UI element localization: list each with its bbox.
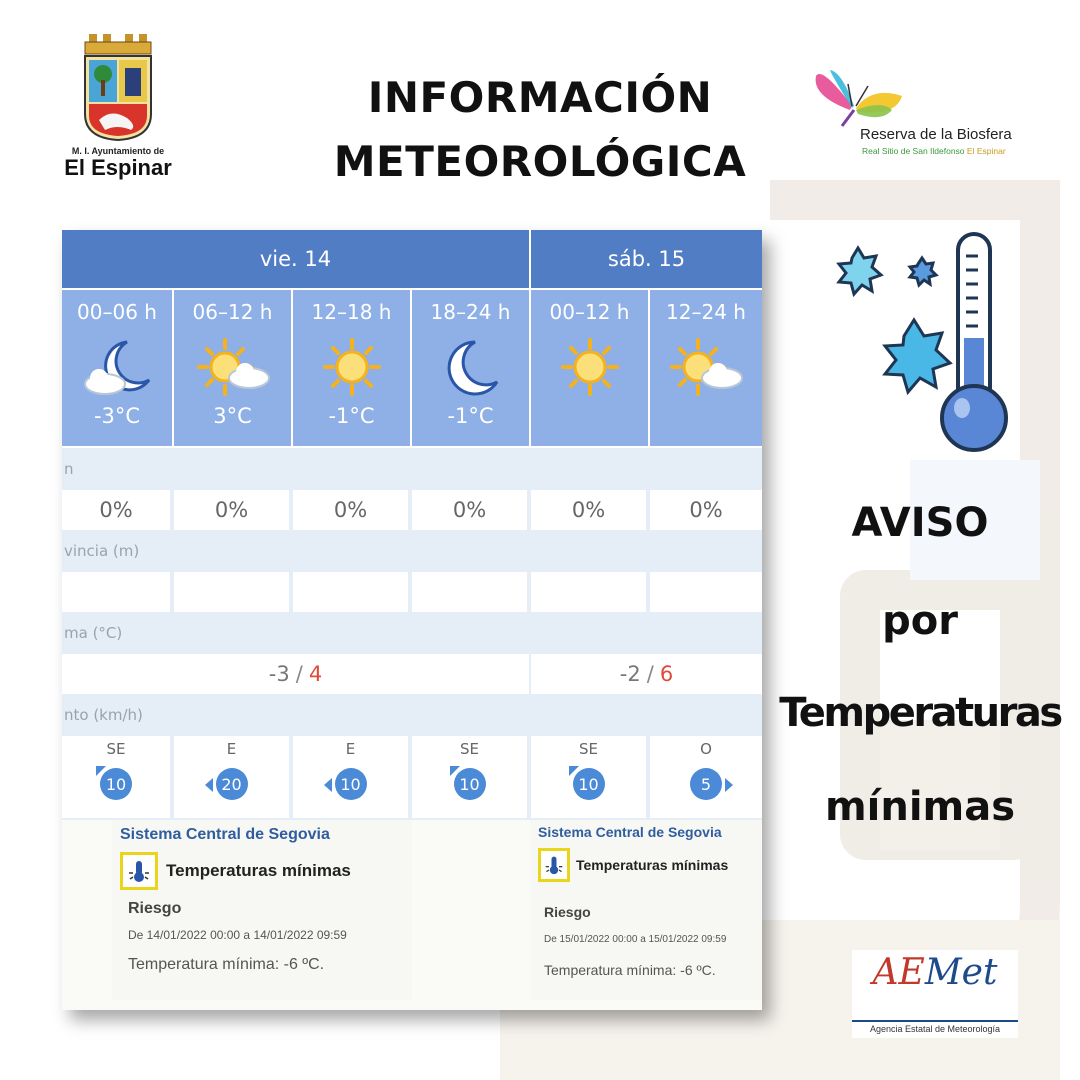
minmax-label: ma (°C) xyxy=(62,612,762,654)
forecast-card xyxy=(62,230,762,1010)
wind-badge xyxy=(200,764,264,804)
wind-badge xyxy=(319,764,383,804)
period-label: 18–24 h xyxy=(430,300,511,324)
warning-detail: Temperatura mínima: -6 ºC. xyxy=(544,962,716,978)
period-label: 00–12 h xyxy=(549,300,630,324)
title-line-2: METEOROLÓGICA xyxy=(333,137,747,186)
max-temp: 6 xyxy=(659,662,674,686)
period-temp: -1°C xyxy=(328,404,375,428)
wind-badge xyxy=(557,764,621,804)
thermometer-snowflake-icon xyxy=(808,228,1018,458)
notice-line-2: por xyxy=(882,598,958,644)
sun-cloud-icon xyxy=(174,332,291,402)
sun-cloud-icon xyxy=(650,332,762,402)
warning-level: Riesgo xyxy=(544,904,591,920)
wind-badge xyxy=(84,764,148,804)
wind-badge xyxy=(438,764,502,804)
day-header-vie: vie. 14 xyxy=(62,230,529,288)
wind-cell xyxy=(174,736,289,818)
wind-cell xyxy=(293,736,408,818)
municipality-label: M. I. Ayuntamiento de xyxy=(71,146,165,156)
warning-detail: Temperatura mínima: -6 ºC. xyxy=(128,956,325,973)
biosphere-name: Reserva de la Biosfera xyxy=(860,126,1012,143)
period-label: 12–18 h xyxy=(311,300,392,324)
warnings-area xyxy=(62,820,762,1010)
minmax-sab xyxy=(531,654,762,694)
precip-cell: 0% xyxy=(531,490,646,530)
notice-line-1: AVISO xyxy=(851,500,989,546)
wind-speed: 10 xyxy=(454,768,486,800)
period-column xyxy=(650,290,762,446)
wind-speed: 10 xyxy=(335,768,367,800)
aemet-subtitle: Agencia Estatal de Meteorología xyxy=(852,1020,1018,1034)
warning-date: De 14/01/2022 00:00 a 14/01/2022 09:59 xyxy=(128,928,347,942)
snow-cell xyxy=(412,572,527,612)
precip-cell: 0% xyxy=(650,490,762,530)
moon-icon xyxy=(412,332,529,402)
period-label: 12–24 h xyxy=(666,300,746,324)
snow-cell xyxy=(650,572,762,612)
period-column xyxy=(531,290,648,446)
wind-speed: 10 xyxy=(573,768,605,800)
wind-speed: 20 xyxy=(216,768,248,800)
page-title xyxy=(300,66,780,194)
wind-direction: SE xyxy=(106,740,126,758)
wind-arrow-e-icon xyxy=(323,778,333,792)
municipality-name: El Espinar xyxy=(64,155,172,180)
thermometer-warning-icon xyxy=(120,852,158,890)
snow-level-label: vincia (m) xyxy=(62,530,762,572)
wind-direction: O xyxy=(700,740,712,758)
wind-speed: 10 xyxy=(100,768,132,800)
minmax-vie xyxy=(62,654,529,694)
period-column xyxy=(293,290,410,446)
wind-arrow-e-icon xyxy=(204,778,214,792)
period-column xyxy=(62,290,172,446)
period-label: 06–12 h xyxy=(192,300,273,324)
snow-cell xyxy=(62,572,170,612)
biosphere-subtitle: Real Sitio de San Ildefonso El Espinar xyxy=(862,146,1006,156)
min-temp: -2 xyxy=(619,662,641,686)
period-temp: -1°C xyxy=(447,404,494,428)
snow-cell xyxy=(293,572,408,612)
warning-type xyxy=(120,852,351,890)
wind-badge xyxy=(674,764,738,804)
warning-region: Sistema Central de Segovia xyxy=(120,826,330,843)
notice-line-3: Temperaturas xyxy=(779,690,1061,736)
min-temp: -3 xyxy=(268,662,290,686)
aemet-logo xyxy=(852,950,1018,1038)
coat-of-arms-icon xyxy=(81,34,155,142)
wind-direction: SE xyxy=(460,740,479,758)
wind-direction: E xyxy=(226,740,237,758)
sun-icon xyxy=(293,332,410,402)
wind-cell xyxy=(62,736,170,818)
precip-cell: 0% xyxy=(293,490,408,530)
warning-region: Sistema Central de Segovia xyxy=(538,824,722,840)
warning-type-text: Temperaturas mínimas xyxy=(166,861,351,880)
moon-cloud-icon xyxy=(62,332,172,402)
warning-type xyxy=(538,848,728,882)
wind-cell xyxy=(650,736,762,818)
period-column xyxy=(412,290,529,446)
precip-cell: 0% xyxy=(174,490,289,530)
minmax-separator: / xyxy=(646,662,654,686)
wind-speed: 5 xyxy=(690,768,722,800)
period-temp: -3°C xyxy=(93,404,141,428)
minmax-separator: / xyxy=(295,662,303,686)
precip-label: n xyxy=(62,448,762,490)
period-temp: 3°C xyxy=(213,404,252,428)
wind-label: nto (km/h) xyxy=(62,694,762,736)
wind-direction: SE xyxy=(579,740,598,758)
title-line-1: INFORMACIÓN xyxy=(367,73,713,122)
wind-cell xyxy=(531,736,646,818)
precip-cell: 0% xyxy=(412,490,527,530)
precip-cell: 0% xyxy=(62,490,170,530)
warning-date: De 15/01/2022 00:00 a 15/01/2022 09:59 xyxy=(544,934,727,945)
wind-direction: E xyxy=(345,740,356,758)
warning-box-sab xyxy=(530,820,762,1000)
sun-icon xyxy=(531,332,648,402)
max-temp: 4 xyxy=(308,662,323,686)
wind-cell xyxy=(412,736,527,818)
biosphere-logo xyxy=(812,66,1012,162)
el-espinar-logo xyxy=(62,34,174,184)
period-label: 00–06 h xyxy=(77,300,157,324)
notice-line-4: mínimas xyxy=(824,784,1016,830)
wind-arrow-w-icon xyxy=(724,778,734,792)
warning-level: Riesgo xyxy=(128,900,182,917)
day-header-sab: sáb. 15 xyxy=(531,230,762,288)
snow-cell xyxy=(174,572,289,612)
butterfly-icon xyxy=(812,66,908,128)
warning-type-text: Temperaturas mínimas xyxy=(576,857,729,873)
warning-box-vie xyxy=(112,820,412,1000)
period-column xyxy=(174,290,291,446)
aemet-wordmark: AEMet xyxy=(872,952,998,993)
thermometer-warning-icon xyxy=(538,848,570,882)
snow-cell xyxy=(531,572,646,612)
